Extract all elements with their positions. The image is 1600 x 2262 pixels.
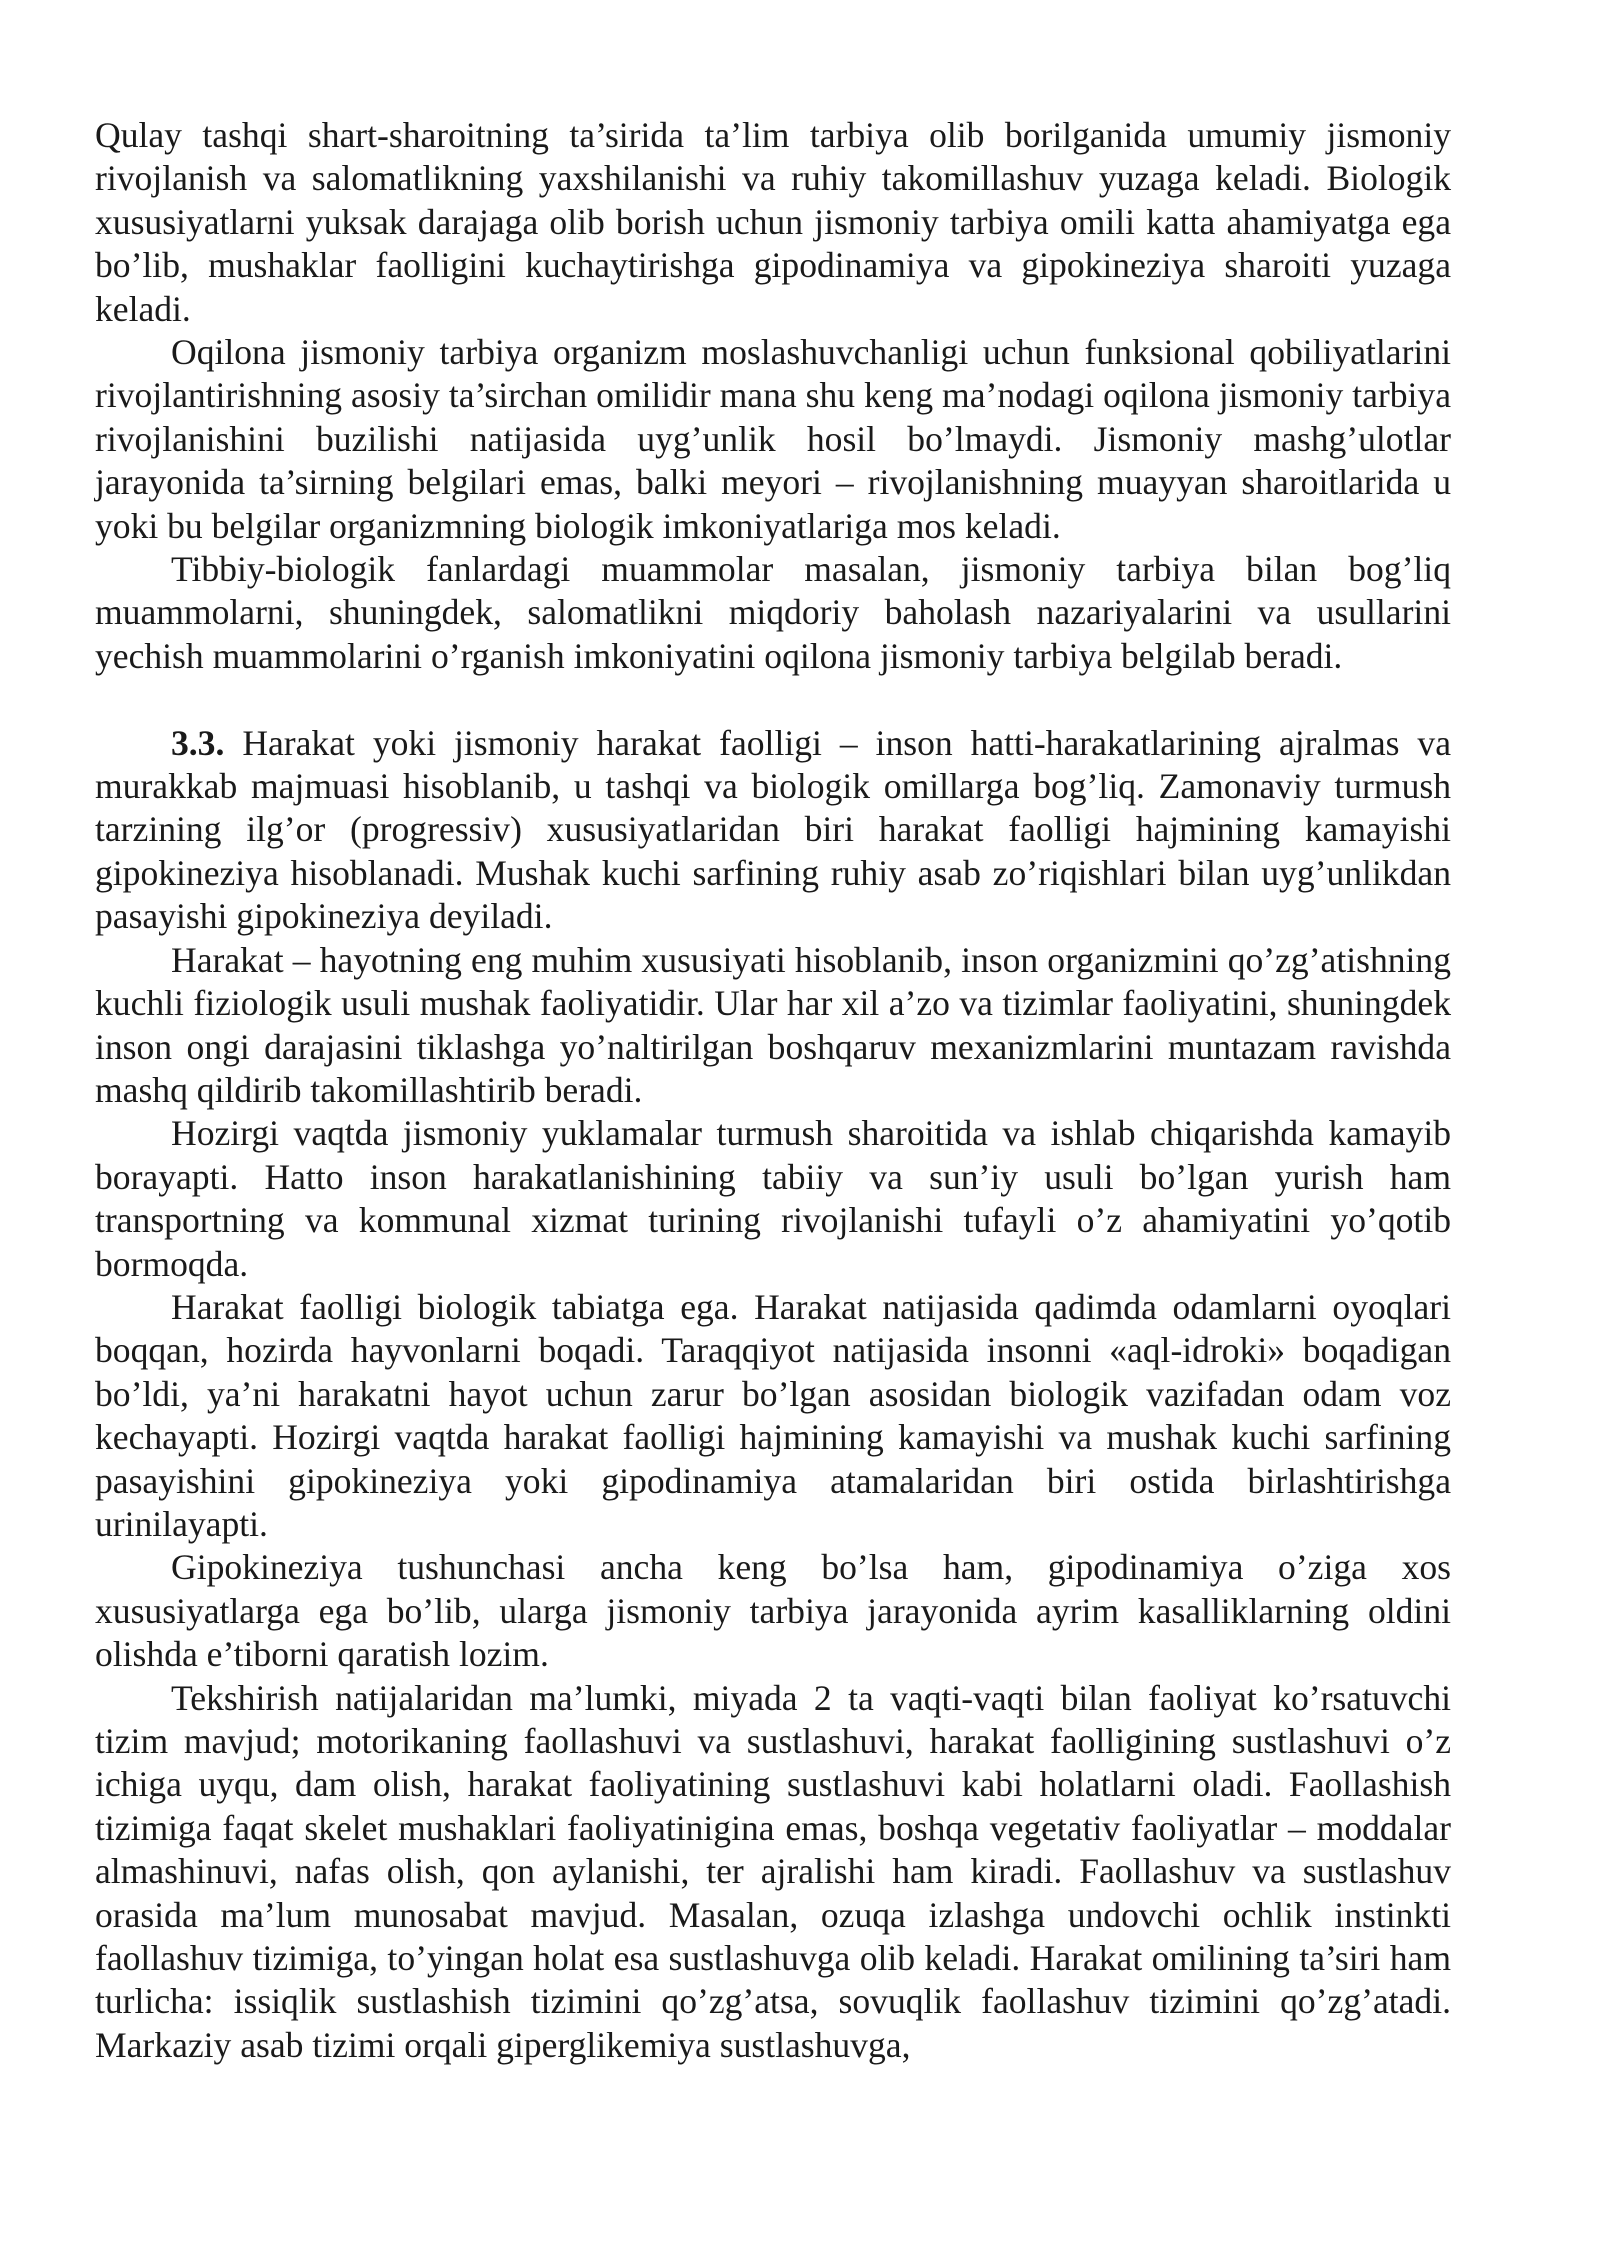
paragraph-4: Harakat – hayotning eng muhim xususiyati hisoblanib, inson organizmini qo’zg’atishning kuchli fiziologik usuli mushak faoliyatidir. Ular har xil a’zo va tizimlar faoliyatini, shuningdek inson ongi darajasini tiklashga yo’naltirilgan boshqaruv mexanizmlarini muntazam ravishda mashq qildirib takomillashtirib beradi. (95, 939, 1451, 1110)
document-page (95, 114, 1451, 2067)
paragraph-2: Oqilona jismoniy tarbiya organizm moslashuvchanligi uchun funksional qobiliyatlarini rivojlantirishning asosiy ta’sirchan omilidir mana shu keng ma’nodagi oqilona jismoniy tarbiya rivojlanishini buzilishi natijasida uyg’unlik hosil bo’lmaydi. Jismoniy mashg’ulotlar jarayonida ta’sirning belgilari emas, balki meyori – rivojlanishning muayyan sharoitlarida u yoki bu belgilar organizmning biologik imkoniyatlariga mos keladi. (95, 332, 1451, 546)
paragraph-7: Gipokineziya tushunchasi ancha keng bo’lsa ham, gipodinamiya o’ziga xos xususiyatlarga ega bo’lib, ularga jismoniy tarbiya jarayonida ayrim kasalliklarning oldini olishda e’tiborni qaratish lozim. (95, 1547, 1451, 1675)
paragraph-6: Harakat faolligi biologik tabiatga ega. Harakat natijasida qadimda odamlarni oyoqlari boqqan, hozirda hayvonlarni boqadi. Taraqqiyot natijasida insonni «aql-idroki» boqadigan bo’ldi, ya’ni harakatni hayot uchun zarur bo’lgan asosidan biologik vazifadan odam voz kechayapti. Hozirgi vaqtda harakat faolligi hajmining kamayishi va mushak kuchi sarfining pasayishini gipokineziya yoki gipodinamiya atamalaridan biri ostida birlashtirishga urinilayapti. (95, 1286, 1451, 1544)
section-paragraph (95, 722, 1451, 939)
paragraph-8: Tekshirish natijalaridan ma’lumki, miyada 2 ta vaqti-vaqti bilan faoliyat ko’rsatuvchi tizim mavjud; motorikaning faollashuvi va sustlashuvi, harakat faolligining sustlashuvi o’z ichiga uyqu, dam olish, harakat faoliyatining sustlashuvi kabi holatlarni oladi. Faollashish tizimiga faqat skelet mushaklari faoliyatinigina emas, boshqa vegetativ faoliyatlar – moddalar almashinuvi, nafas olish, qon aylanishi, ter ajralishi ham kiradi. Faollashuv va sustlashuv orasida ma’lum munosabat mavjud. Masalan, ozuqa izlashga undovchi ochlik instinkti faollashuv tizimiga, to’yingan holat esa sustlashuvga olib keladi. Harakat omilining ta’siri ham turlicha: issiqlik sustlashish tizimini qo’zg’atsa, sovuqlik faollashuv tizimini qo’zg’atadi. Markaziy asab tizimi orqali giperglikemiya sustlashuvga, (95, 1677, 1451, 2065)
paragraph-5: Hozirgi vaqtda jismoniy yuklamalar turmush sharoitida va ishlab chiqarishda kamayib borayapti. Hatto inson harakatlanishining tabiiy va sun’iy usuli bo’lgan yurish ham transportning va kommunal xizmat turining rivojlanishi tufayli o’z ahamiyatini yo’qotib bormoqda. (95, 1113, 1451, 1284)
paragraph-1: Qulay tashqi shart-sharoitning ta’sirida ta’lim tarbiya olib borilganida umumiy jismoniy rivojlanish va salomatlikning yaxshilanishi va ruhiy takomillashuv yuzaga keladi. Biologik xususiyatlarni yuksak darajaga olib borish uchun jismoniy tarbiya omili katta ahamiyatga ega bo’lib, mushaklar faolligini kuchaytirishga gipodinamiya va gipokineziya sharoiti yuzaga keladi. (95, 115, 1451, 329)
section-number: 3.3. (171, 722, 225, 763)
paragraph-3: Tibbiy-biologik fanlardagi muammolar masalan, jismoniy tarbiya bilan bog’liq muammolarni, shuningdek, salomatlikni miqdoriy baholash nazariyalarini va usullarini yechish muammolarini o’rganish imkoniyatini oqilona jismoniy tarbiya belgilab beradi. (95, 549, 1451, 676)
section-text: Harakat yoki jismoniy harakat faolligi – inson hatti-harakatlarining ajralmas va murakkab majmuasi hisoblanib, u tashqi va biologik omillarga bog’liq. Zamonaviy turmush tarzining ilg’or (progressiv) xususiyatlaridan biri harakat faolligi hajmining kamayishi gipokineziya hisoblanadi. Mushak kuchi sarfining ruhiy asab zo’riqishlari bilan uyg’unlikdan pasayishi gipokineziya deyiladi. (95, 722, 1451, 937)
section-spacer (95, 678, 1451, 721)
